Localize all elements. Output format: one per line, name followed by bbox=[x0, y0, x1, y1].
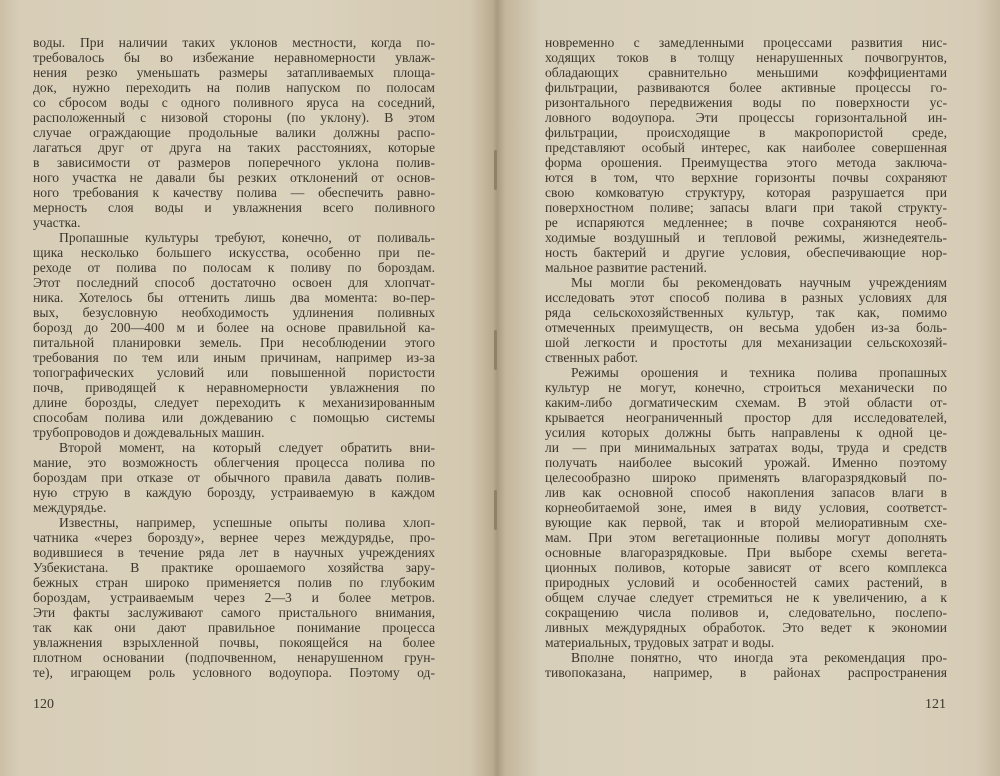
text-line: сокращению числа поливов и, следовательно, послепо- bbox=[545, 605, 947, 620]
text-line: представляют особый интерес, как наиболее совершенная bbox=[545, 140, 947, 155]
text-line: лив как основной способ накопления запасов влаги в bbox=[545, 485, 947, 500]
text-line: поверхностном поливе; запасы влаги при такой структу- bbox=[545, 200, 947, 215]
text-line: мальное развитие растений. bbox=[545, 260, 707, 275]
text-line: топографических условий или повышенной пористости bbox=[33, 365, 435, 380]
paragraph bbox=[545, 275, 947, 365]
text-line: ного участка не давали бы резких отклонений от основ- bbox=[33, 170, 435, 185]
text-line: бороздам, устраиваемым через 2—3 и более метров. bbox=[33, 590, 435, 605]
text-line: способам полива или дождеванию с помощью системы bbox=[33, 410, 435, 425]
page-number-left: 120 bbox=[33, 697, 54, 712]
binding-stitch bbox=[494, 330, 497, 370]
text-line: участка. bbox=[33, 215, 81, 230]
text-line: нения резко уменьшать размеры затапливаемых площа- bbox=[33, 65, 435, 80]
text-line: ре испаряются медленнее; в почве сохраняются необ- bbox=[545, 215, 947, 230]
text-line: ливных междурядных обработок. Это ведет к экономии bbox=[545, 620, 947, 635]
text-line: свою комковатую структуру, которая разрушается при bbox=[545, 185, 947, 200]
text-line: ность бактерий и другие условия, обеспечивающие нор- bbox=[545, 245, 947, 260]
text-line: плотном основании (подпочвенном, ненарушенном грун- bbox=[33, 650, 435, 665]
text-line: ходимые воздушный и тепловой режимы, жизнедеятель- bbox=[545, 230, 947, 245]
paragraph bbox=[545, 365, 947, 650]
text-line: бороздам при отказе от обычного правила давать полив- bbox=[33, 470, 435, 485]
text-line: ную струю в каждую борозду, устраиваемую в каждом bbox=[33, 485, 435, 500]
text-line: исследовать этот способ полива в разных условиях для bbox=[545, 290, 947, 305]
text-line: бежных стран широко применяется полив по глубоким bbox=[33, 575, 435, 590]
text-line: крывается неограниченный простор для исследователей, bbox=[545, 410, 947, 425]
text-line: каким-либо догматическим схемам. В этой области от- bbox=[545, 395, 947, 410]
text-line: Режимы орошения и техника полива пропашных bbox=[571, 365, 947, 380]
text-line: Вполне понятно, что иногда эта рекомендация про- bbox=[571, 650, 947, 665]
paragraph bbox=[33, 35, 435, 230]
text-line: Этот последний способ достаточно освоен для хлопчат- bbox=[33, 275, 435, 290]
text-line: щика несколько большего искусства, особенно при пе- bbox=[33, 245, 435, 260]
text-line: шой легкости и простоты для механизации сельскохозяй- bbox=[545, 335, 947, 350]
text-line: обладающих сравнительно меньшими коэффициентами bbox=[545, 65, 947, 80]
text-line: случае ограждающие продольные валики должны распо- bbox=[33, 125, 435, 140]
text-line: целесообразно широко применять влагоразрядковый по- bbox=[545, 470, 947, 485]
text-line: Второй момент, на который следует обратить вни- bbox=[59, 440, 435, 455]
paragraph bbox=[545, 650, 947, 680]
text-line: требовалось бы во избежание неравномерности увлаж- bbox=[33, 50, 435, 65]
text-line: ряда сельскохозяйственных культур, так как, помимо bbox=[545, 305, 947, 320]
text-line: трубопроводов и дождевальных машин. bbox=[33, 425, 265, 440]
text-line: корнеобитаемой зоне, имея в виду условия, соответст- bbox=[545, 500, 947, 515]
text-line: мам. При этом вегетационные поливы могут дополнять bbox=[545, 530, 947, 545]
paragraph bbox=[33, 230, 435, 440]
left-page-text bbox=[33, 35, 435, 680]
text-line: основные влагоразрядковые. При выборе схемы вегета- bbox=[545, 545, 947, 560]
text-line: водившиеся в течение ряда лет в научных учреждениях bbox=[33, 545, 435, 560]
text-line: в зависимости от размеров поперечного уклона полив- bbox=[33, 155, 435, 170]
text-line: длине борозды, следует переходить к механизированным bbox=[33, 395, 435, 410]
text-line: борозд до 200—400 м и более на основе правильной ка- bbox=[33, 320, 435, 335]
text-line: почв, приводящей к неравномерности увлажнения по bbox=[33, 380, 435, 395]
text-line: требования по тем или иным причинам, например из-за bbox=[33, 350, 435, 365]
text-line: ника. Хотелось бы оттенить лишь два момента: во-пер- bbox=[33, 290, 435, 305]
binding-stitch bbox=[494, 490, 497, 530]
page-number-right: 121 bbox=[925, 697, 946, 712]
text-line: тивопоказана, например, в районах распространения bbox=[545, 665, 947, 680]
text-line: ходящих токов в толщу ненарушенных почвогрунтов, bbox=[545, 50, 947, 65]
text-line: увлажнения взрыхленной почвы, покоящейся на более bbox=[33, 635, 435, 650]
text-line: воды. При наличии таких уклонов местности, когда по- bbox=[33, 35, 435, 50]
text-line: чатника «через борозду», вернее через междурядье, про- bbox=[33, 530, 435, 545]
text-line: фильтрации, развиваются более активные процессы го- bbox=[545, 80, 947, 95]
text-line: ционных поливов, которые зависят от всего комплекса bbox=[545, 560, 947, 575]
text-line: культур не могут, конечно, строиться механически по bbox=[545, 380, 947, 395]
text-line: так как они дают правильное понимание процесса bbox=[33, 620, 435, 635]
text-line: Эти факты заслуживают самого пристального внимания, bbox=[33, 605, 435, 620]
text-line: Узбекистана. В практике орошаемого хозяйства зару- bbox=[33, 560, 435, 575]
text-line: ются в том, что верхние горизонты почвы сохраняют bbox=[545, 170, 947, 185]
text-line: природных условий и особенностей самих растений, в bbox=[545, 575, 947, 590]
text-line: Известны, например, успешные опыты полива хлоп- bbox=[59, 515, 435, 530]
text-line: ли — при минимальных затратах воды, труда и средств bbox=[545, 440, 947, 455]
paragraph bbox=[33, 440, 435, 515]
text-line: ного требования к качеству полива — обеспечить равно- bbox=[33, 185, 435, 200]
text-line: питальной планировки земель. При несоблюдении этого bbox=[33, 335, 435, 350]
text-line: Мы могли бы рекомендовать научным учреждениям bbox=[571, 275, 947, 290]
text-line: материальных, трудовых затрат и воды. bbox=[545, 635, 775, 650]
text-line: новременно с замедленными процессами развития нис- bbox=[545, 35, 947, 50]
text-line: со сбросом воды с одного поливного яруса на соседний, bbox=[33, 95, 435, 110]
text-line: Пропашные культуры требуют, конечно, от поливаль- bbox=[59, 230, 435, 245]
paragraph bbox=[545, 35, 947, 275]
text-line: реходе от полива по полосам к поливу по бороздам. bbox=[33, 260, 435, 275]
text-line: отмеченных преимуществ, он весьма удобен из-за боль- bbox=[545, 320, 947, 335]
text-line: получать наиболее высокий урожай. Именно поэтому bbox=[545, 455, 947, 470]
text-line: мерность слоя воды и увлажнения всего поливного bbox=[33, 200, 435, 215]
text-line: общем случае следует стремиться не к увеличению, а к bbox=[545, 590, 947, 605]
text-line: усилия которых должны быть направлены к одной це- bbox=[545, 425, 947, 440]
text-line: лагаться друг от друга на таких расстояниях, которые bbox=[33, 140, 435, 155]
text-line: ственных работ. bbox=[545, 350, 638, 365]
text-line: ловного водоупора. Эти процессы горизонтальной ин- bbox=[545, 110, 947, 125]
paragraph bbox=[33, 515, 435, 680]
text-line: док, нужно переходить на полив напуском по полосам bbox=[33, 80, 435, 95]
binding-stitch bbox=[494, 150, 497, 190]
text-line: фильтрации, происходящие в макропористой среде, bbox=[545, 125, 947, 140]
text-line: междурядье. bbox=[33, 500, 107, 515]
text-line: расположенный с низовой стороны (по уклону). В этом bbox=[33, 110, 435, 125]
text-line: вующие как первой, так и второй мелиоративным схе- bbox=[545, 515, 947, 530]
text-line: форма орошения. Преимущества этого метода заключа- bbox=[545, 155, 947, 170]
text-line: вых, безусловную необходимость удлинения поливных bbox=[33, 305, 435, 320]
right-page-text bbox=[545, 35, 947, 680]
text-line: мание, это возможность облегчения процесса полива по bbox=[33, 455, 435, 470]
text-line: те), играющем роль условного водоупора. Поэтому од- bbox=[33, 665, 435, 680]
text-line: ризонтального передвижения воды по поверхности ус- bbox=[545, 95, 947, 110]
